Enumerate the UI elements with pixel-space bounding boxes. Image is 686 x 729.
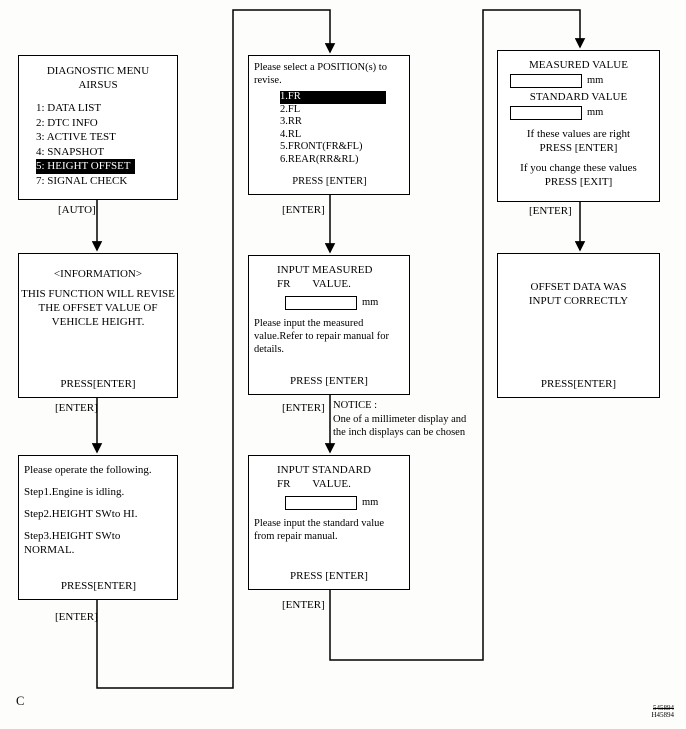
menu-item-snapshot: 4: SNAPSHOT [36,145,105,158]
key-label-enter: [ENTER] [282,204,325,216]
menu-item-dtc-info: 2: DTC INFO [36,116,98,129]
confirm-change-line: If you change these values [520,162,637,174]
screen-position-select [248,55,410,195]
standard-input-row [285,496,409,510]
standard-value-label: STANDARD VALUE [529,91,628,103]
confirm-right-line: If these values are right [526,128,631,140]
offset-done-line: OFFSET DATA WAS [530,281,627,293]
notice-line: One of a millimeter display and [333,413,467,425]
screen-diagnostic-menu [18,55,178,200]
press-enter-footer: PRESS [ENTER] [292,176,367,187]
information-line: THIS FUNCTION WILL REVISE [21,288,175,300]
key-label-enter: [ENTER] [282,599,325,611]
confirm-right-action: PRESS [ENTER] [539,142,618,154]
mm-unit-label: mm [362,497,379,508]
mm-unit-label: mm [587,75,604,86]
selection-highlight: 1.FR [280,91,386,104]
operate-step1: Step1.Engine is idling. [24,486,125,498]
key-label-enter: [ENTER] [529,205,572,217]
operate-step2: Step2.HEIGHT SWto HI. [24,508,138,520]
body-line: details. [254,344,285,355]
position-list [254,91,405,166]
key-label-auto: [AUTO] [58,204,96,216]
screen-information [18,253,178,398]
figure-number-bottom: H45894 [651,711,674,719]
menu-item-signal-check: 7: SIGNAL CHECK [36,174,128,187]
measured-value-label: MEASURED VALUE [529,59,628,71]
confirm-change-action: PRESS [EXIT] [544,176,613,188]
screen-input-standard [248,455,410,590]
mm-unit-label: mm [362,297,379,308]
selection-highlight: 5: HEIGHT OFFSET [36,159,135,174]
input-standard-body [249,517,409,543]
screen-input-measured [248,255,410,395]
position-item-fl: 2.FL [280,103,301,115]
mm-unit-label: mm [587,107,604,118]
press-enter-footer: PRESS[ENTER] [540,378,617,390]
screen-operate-steps [18,455,178,600]
menu-item-active-test: 3: ACTIVE TEST [36,131,116,143]
screen-subtitle: AIRSUS [78,79,118,91]
input-measured-position-row: FR VALUE. [277,278,351,290]
figure-number [640,705,674,719]
menu-item-data-list: 1: DATA LIST [36,102,102,114]
key-label-enter: [ENTER] [55,402,98,414]
key-label-enter: [ENTER] [55,611,98,623]
diagnostic-menu-list [19,101,177,188]
key-label-enter: [ENTER] [282,402,325,414]
offset-done-line: INPUT CORRECTLY [528,295,629,307]
position-item-rl: 4.RL [280,128,302,140]
position-prompt: Please select a POSITION(s) to [254,62,387,73]
notice-line: the inch displays can be chosen [333,427,466,438]
body-line: Please input the standard value [254,518,385,529]
input-measured-title: INPUT MEASURED [277,264,373,276]
notice-title: NOTICE : [333,400,378,411]
screen-title: DIAGNOSTIC MENU [46,65,150,77]
standard-value-field [510,106,582,120]
information-title: <INFORMATION> [53,268,143,280]
position-prompt: revise. [254,75,282,86]
figure-number-top: 545894 [653,704,674,712]
position-item-rear: 6.REAR(RR&RL) [280,153,359,165]
body-line: Please input the measured [254,318,364,329]
press-enter-footer: PRESS [ENTER] [290,570,368,582]
body-line: value.Refer to repair manual for [254,331,389,342]
position-item-front: 5.FRONT(FR&FL) [280,141,363,152]
input-standard-title: INPUT STANDARD [277,464,371,476]
information-line: VEHICLE HEIGHT. [51,316,145,328]
press-enter-footer: PRESS[ENTER] [60,378,136,390]
position-item-fr-selected [280,91,405,104]
position-item-rr: 3.RR [280,116,302,127]
press-enter-footer: PRESS [ENTER] [290,375,368,387]
measured-value-field [285,296,357,310]
information-line: THE OFFSET VALUE OF [38,302,158,314]
screen-offset-done [497,253,660,398]
measured-display-row [510,74,659,88]
body-line: from repair manual. [254,531,338,542]
input-standard-position-row: FR VALUE. [277,478,351,490]
press-enter-footer: PRESS[ENTER] [60,580,137,592]
standard-value-field [285,496,357,510]
measured-value-field [510,74,582,88]
standard-display-row [510,106,659,120]
operate-step3: Step3.HEIGHT SWto NORMAL. [24,530,121,556]
input-measured-body [249,317,409,356]
screen-confirm-values [497,50,660,202]
operate-line: Please operate the following. [24,464,152,476]
section-letter: C [16,694,25,708]
measured-input-row [285,296,409,310]
notice-annotation [333,399,487,440]
menu-item-height-offset-selected [36,159,177,174]
